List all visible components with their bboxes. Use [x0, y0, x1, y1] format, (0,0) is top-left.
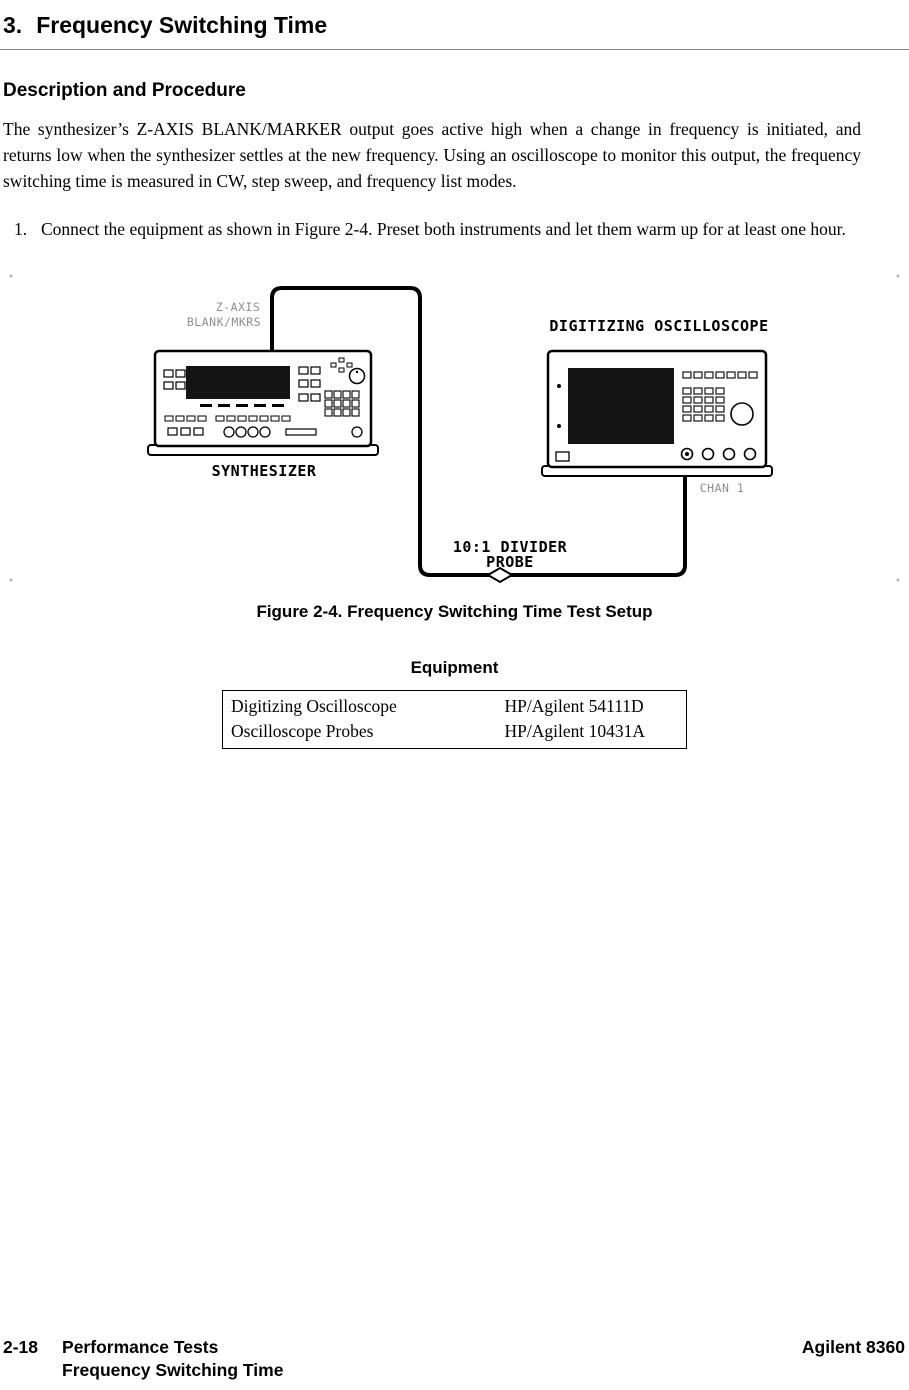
equipment-model: HP/Agilent 10431A	[504, 721, 645, 741]
footer-section-line2: Frequency Switching Time	[62, 1360, 284, 1380]
intro-paragraph: The synthesizer’s Z-AXIS BLANK/MARKER output goes active high when a change in frequency is initiated, and returns low when the synthesizer settles at the new frequency. Using an oscilloscope to monitor this output, the frequency switching time is measured in CW, step sweep, and frequency list modes.	[3, 119, 861, 191]
blank-mkrs-label: BLANK/MKRS	[186, 315, 262, 329]
section-heading: Description and Procedure	[3, 80, 246, 101]
crop-mark	[10, 275, 13, 278]
crop-mark	[10, 579, 13, 582]
table-row	[223, 719, 687, 749]
z-axis-label: Z-AXIS	[215, 300, 261, 314]
procedure-step-1	[14, 216, 866, 242]
equipment-heading: Equipment	[410, 658, 499, 677]
footer-left	[3, 1336, 283, 1382]
figure-2-4	[0, 268, 909, 598]
probe-label: PROBE	[486, 553, 534, 571]
table-row	[223, 691, 687, 720]
crop-mark	[897, 275, 900, 278]
equipment-model: HP/Agilent 54111D	[504, 696, 644, 716]
equipment-item: Oscilloscope Probes	[231, 721, 374, 741]
page-footer	[3, 1336, 905, 1382]
step-number: 1.	[14, 219, 28, 239]
crop-mark	[897, 579, 900, 582]
footer-section	[62, 1336, 283, 1382]
page-number: 2-18	[3, 1337, 39, 1357]
step-text: Connect the equipment as shown in Figure 2-4. Preset both instruments and let them warm up for at least one hour.	[41, 219, 846, 239]
footer-section-line1: Performance Tests	[62, 1337, 219, 1357]
synthesizer-display	[186, 366, 290, 399]
chapter-title: Frequency Switching Time	[36, 12, 328, 38]
chan1-label: CHAN 1	[699, 481, 745, 495]
page-title	[0, 8, 909, 50]
oscilloscope-label: DIGITIZING OSCILLOSCOPE	[549, 317, 769, 335]
oscilloscope-screen	[568, 368, 674, 444]
footer-product: Agilent 8360	[801, 1337, 905, 1357]
oscilloscope-drawing	[542, 351, 772, 476]
figure-caption: Figure 2-4. Frequency Switching Time Test Setup	[256, 602, 653, 621]
synthesizer-label: SYNTHESIZER	[211, 462, 317, 480]
synthesizer-drawing	[148, 351, 378, 455]
equipment-table	[222, 690, 687, 749]
chapter-number: 3.	[3, 12, 23, 38]
divider-label: 10:1 DIVIDER	[452, 538, 568, 556]
equipment-item: Digitizing Oscilloscope	[231, 696, 397, 716]
test-setup-diagram	[0, 268, 909, 598]
